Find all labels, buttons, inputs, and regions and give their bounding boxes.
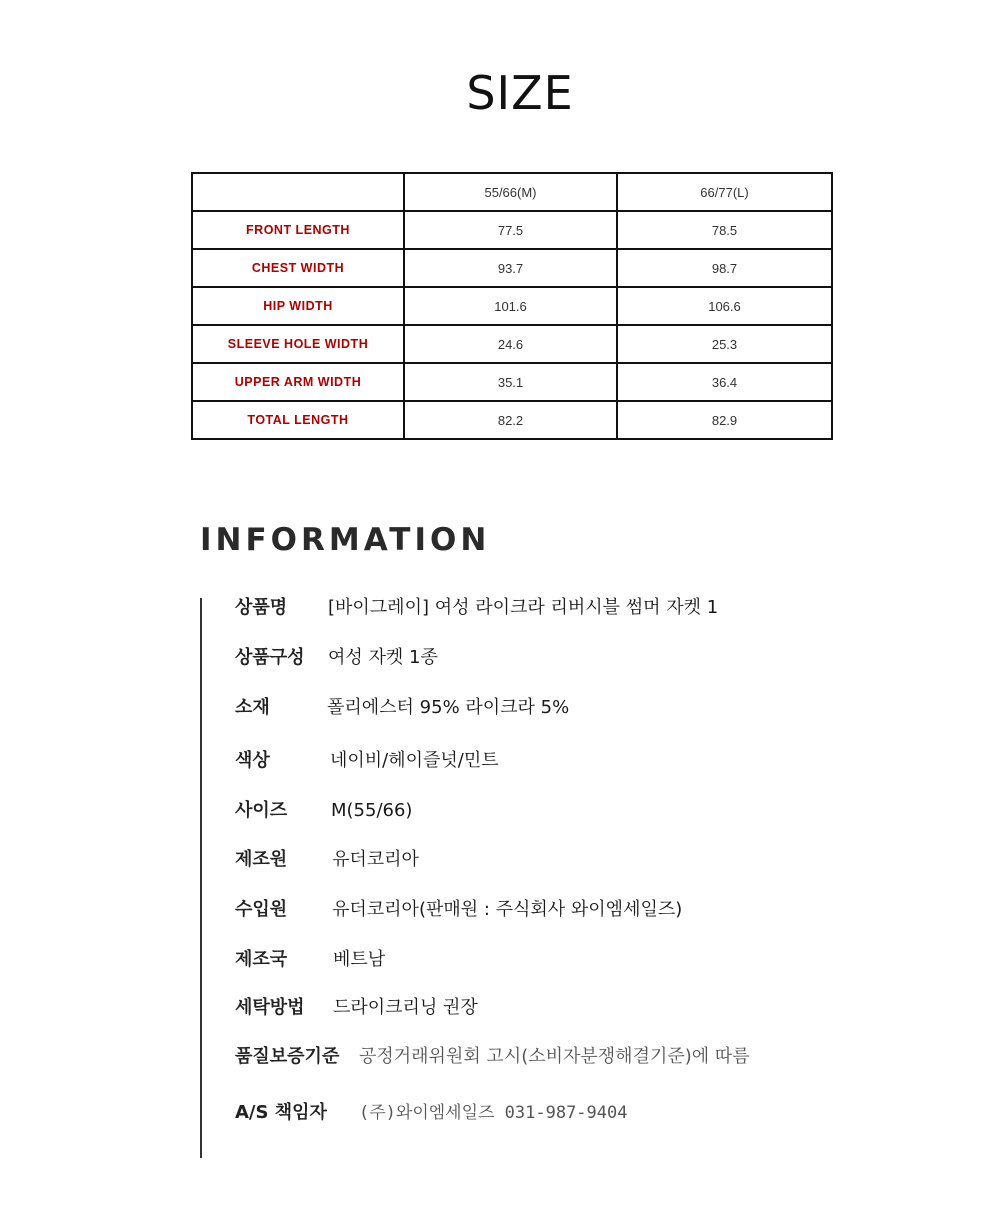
measure-label: SLEEVE HOLE WIDTH — [192, 325, 404, 363]
info-label: 제조국 — [235, 949, 288, 970]
info-label: 상품명 — [235, 597, 288, 618]
measure-label: TOTAL LENGTH — [192, 401, 404, 439]
info-label: 소재 — [235, 697, 270, 718]
size-value-l: 25.3 — [617, 325, 832, 363]
size-column-header-l: 66/77(L) — [617, 173, 832, 211]
size-value-l: 78.5 — [617, 211, 832, 249]
info-value: 드라이크리닝 권장 — [333, 997, 478, 1018]
info-label: 세탁방법 — [235, 997, 305, 1018]
size-value-m: 77.5 — [404, 211, 617, 249]
size-row-chest-width — [192, 249, 832, 287]
info-label: 색상 — [235, 750, 270, 771]
info-value: M(55/66) — [331, 800, 413, 821]
size-column-header-m: 55/66(M) — [404, 173, 617, 211]
size-value-m: 35.1 — [404, 363, 617, 401]
info-label: 사이즈 — [235, 800, 288, 821]
info-value: 공정거래위원회 고시(소비자분쟁해결기준)에 따름 — [359, 1046, 750, 1067]
size-value-l: 98.7 — [617, 249, 832, 287]
info-value: [바이그레이] 여성 라이크라 리버시블 썸머 자켓 1 — [328, 597, 719, 618]
info-label: 수입원 — [235, 899, 288, 920]
info-label: 품질보증기준 — [235, 1046, 340, 1067]
size-value-m: 101.6 — [404, 287, 617, 325]
size-table-corner-cell — [192, 173, 404, 211]
info-label: 상품구성 — [235, 647, 305, 668]
size-row-upper-arm-width — [192, 363, 832, 401]
size-value-l: 36.4 — [617, 363, 832, 401]
measure-label: CHEST WIDTH — [192, 249, 404, 287]
size-table-header-row — [192, 173, 832, 211]
size-row-hip-width — [192, 287, 832, 325]
info-value: (주)와이엠세일즈 031-987-9404 — [359, 1103, 628, 1123]
size-row-total-length — [192, 401, 832, 439]
size-value-l: 82.9 — [617, 401, 832, 439]
information-divider-bar — [200, 598, 202, 1158]
measure-label: HIP WIDTH — [192, 287, 404, 325]
info-label: A/S 책임자 — [235, 1102, 327, 1123]
measure-label: UPPER ARM WIDTH — [192, 363, 404, 401]
size-table — [191, 172, 833, 440]
size-row-sleeve-hole-width — [192, 325, 832, 363]
measure-label: FRONT LENGTH — [192, 211, 404, 249]
info-value: 여성 자켓 1종 — [328, 647, 438, 668]
size-value-l: 106.6 — [617, 287, 832, 325]
size-value-m: 93.7 — [404, 249, 617, 287]
info-label: 제조원 — [235, 849, 288, 870]
info-value: 유더코리아(판매원 : 주식회사 와이엠세일즈) — [332, 899, 683, 920]
info-value: 유더코리아 — [332, 849, 419, 870]
info-value: 폴리에스터 95% 라이크라 5% — [327, 697, 570, 718]
information-title: INFORMATION — [200, 522, 491, 558]
size-value-m: 82.2 — [404, 401, 617, 439]
size-row-front-length — [192, 211, 832, 249]
info-value: 네이비/헤이즐넛/민트 — [330, 750, 499, 771]
info-value: 베트남 — [333, 949, 386, 970]
size-title: SIZE — [466, 66, 574, 120]
size-value-m: 24.6 — [404, 325, 617, 363]
